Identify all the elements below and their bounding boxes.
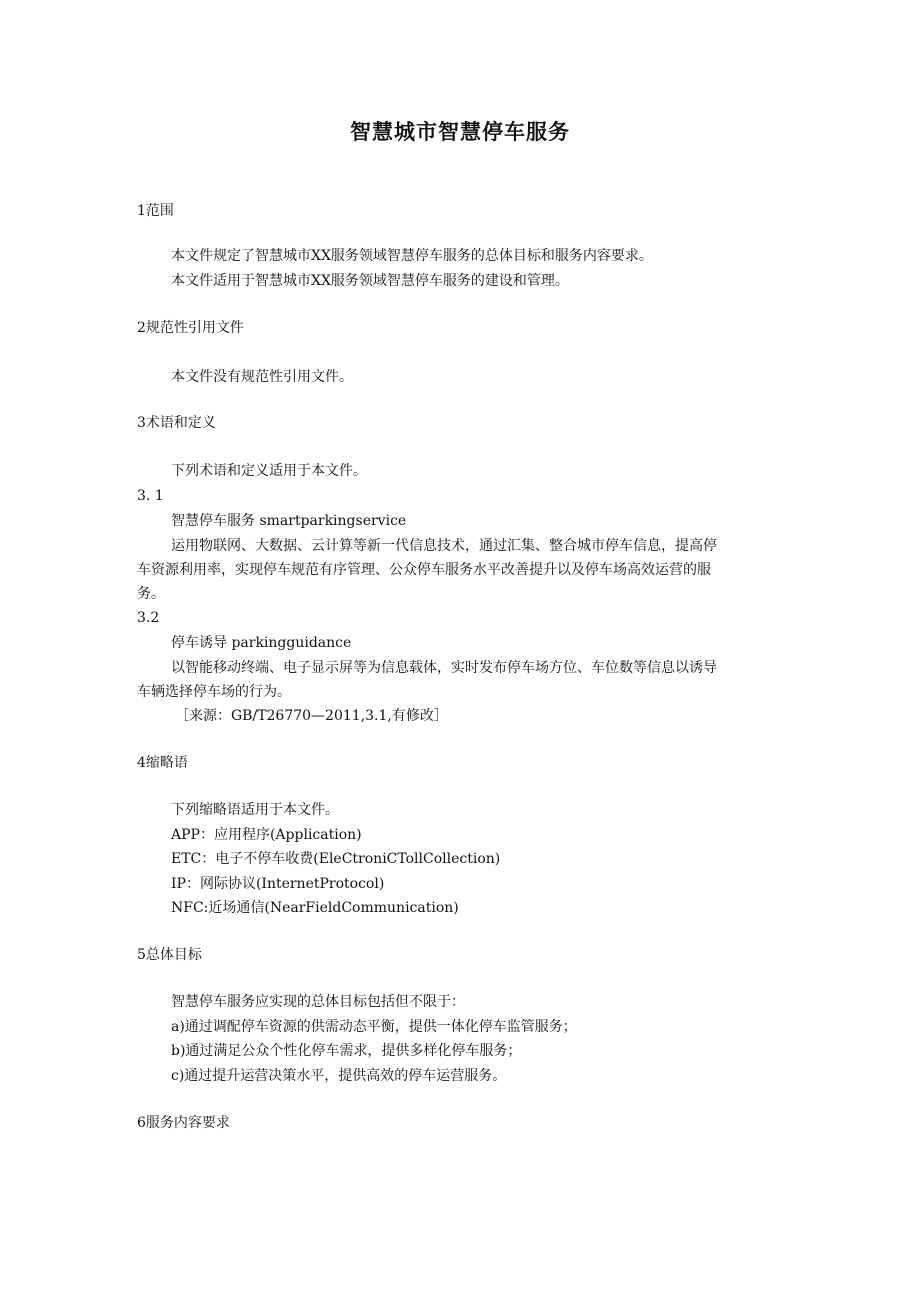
- term-number: 3.2: [137, 610, 160, 626]
- term-number: 3. 1: [137, 488, 164, 504]
- abbreviation-item: APP：应用程序(Application): [171, 827, 362, 843]
- term-source: ［来源：GB/T26770—2011,3.1,有修改］: [175, 708, 448, 724]
- section-4-heading: 4缩略语: [137, 755, 188, 771]
- section-1-paragraph: 本文件适用于智慧城市XX服务领域智慧停车服务的建设和管理。: [171, 273, 569, 289]
- section-5-heading: 5总体目标: [137, 947, 202, 963]
- term-definition: 车资源利用率，实现停车规范有序管理、公众停车服务水平改善提升以及停车场高效运营的服: [137, 562, 711, 578]
- section-2-heading: 2规范性引用文件: [137, 320, 244, 336]
- abbreviation-item: IP：网际协议(InternetProtocol): [171, 876, 385, 892]
- section-3-intro: 下列术语和定义适用于本文件。: [171, 463, 367, 479]
- document-title: 智慧城市智慧停车服务: [350, 120, 570, 144]
- section-4-intro: 下列缩略语适用于本文件。: [171, 802, 339, 818]
- term-definition: 运用物联网、大数据、云计算等新一代信息技术，通过汇集、整合城市停车信息，提高停: [171, 538, 717, 554]
- section-2-paragraph: 本文件没有规范性引用文件。: [171, 369, 353, 385]
- section-3-heading: 3术语和定义: [137, 415, 216, 431]
- term-definition: 务。: [137, 586, 165, 602]
- term-name: 停车诱导 parkingguidance: [171, 635, 352, 651]
- term-definition: 以智能移动终端、电子显示屏等为信息载体，实时发布停车场方位、车位数等信息以诱导: [171, 660, 717, 676]
- goal-item: b)通过满足公众个性化停车需求，提供多样化停车服务；: [171, 1043, 522, 1059]
- section-5-intro: 智慧停车服务应实现的总体目标包括但不限于：: [171, 994, 465, 1010]
- goal-item: a)通过调配停车资源的供需动态平衡，提供一体化停车监管服务；: [171, 1019, 577, 1035]
- goal-item: c)通过提升运营决策水平，提供高效的停车运营服务。: [171, 1068, 507, 1084]
- section-6-heading: 6服务内容要求: [137, 1115, 230, 1131]
- section-1-heading: 1范围: [137, 203, 174, 219]
- abbreviation-item: ETC：电子不停车收费(EleCtroniCTollCollection): [171, 851, 501, 867]
- term-definition: 车辆选择停车场的行为。: [137, 684, 291, 700]
- term-name: 智慧停车服务 smartparkingservice: [171, 513, 407, 529]
- section-1-paragraph: 本文件规定了智慧城市XX服务领域智慧停车服务的总体目标和服务内容要求。: [171, 248, 653, 264]
- abbreviation-item: NFC:近场通信(NearFieldCommunication): [171, 900, 459, 916]
